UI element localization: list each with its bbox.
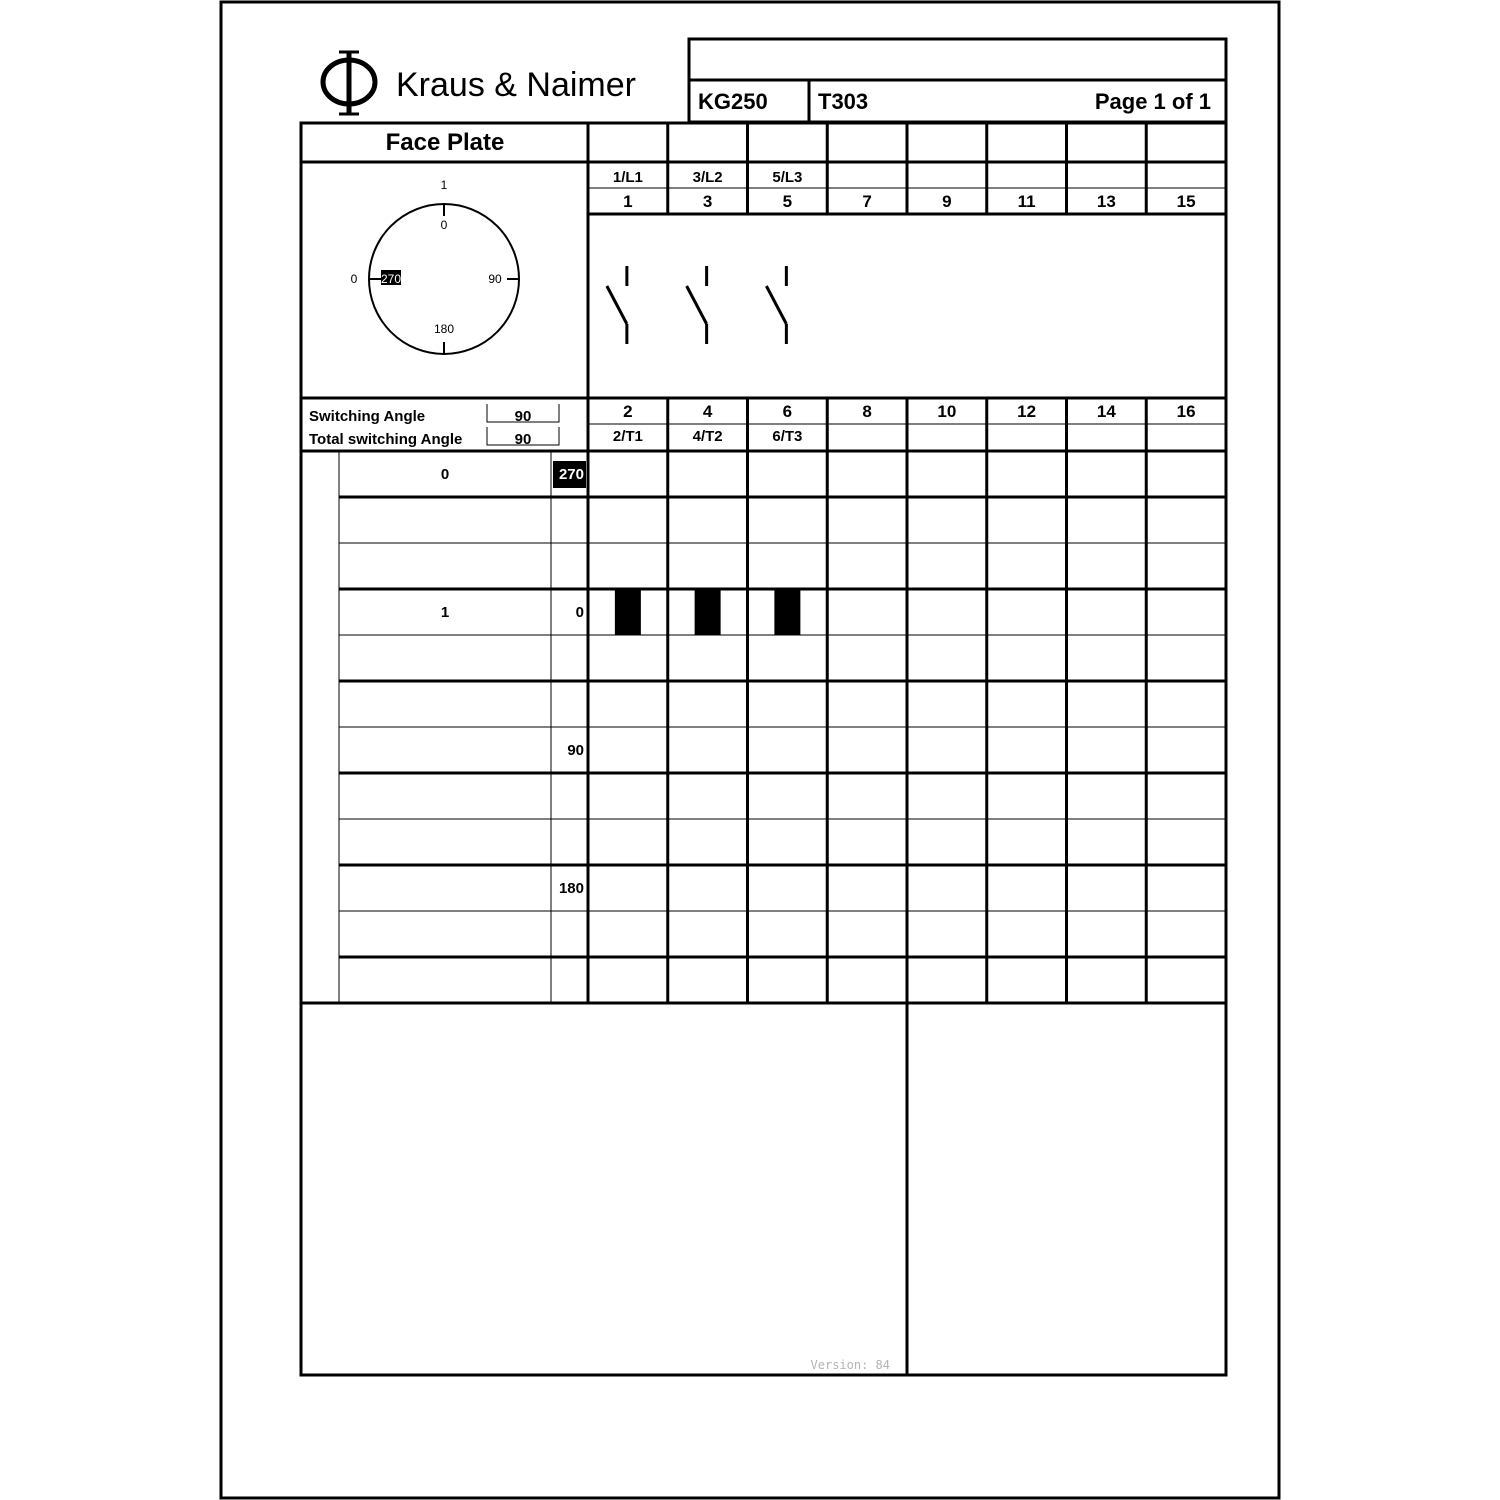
terminal-bottom-label: 6/T3 <box>772 428 803 445</box>
main-frame <box>301 123 1226 1375</box>
dial-label-top-inner: 0 <box>440 218 448 232</box>
position-label: 0 <box>440 466 450 483</box>
terminal-bottom-label: 4/T2 <box>692 428 723 445</box>
terminal-bottom-label: 2/T1 <box>612 428 643 445</box>
terminal-bottom-number: 6 <box>782 402 793 421</box>
terminal-top-number: 7 <box>862 192 872 211</box>
page-indicator: Page 1 of 1 <box>1094 89 1211 114</box>
model-number: KG250 <box>698 89 768 114</box>
program-code: T303 <box>818 89 869 114</box>
terminal-bottom-number: 2 <box>623 402 633 421</box>
terminal-bottom-number: 16 <box>1176 402 1196 421</box>
terminal-bottom-number: 8 <box>862 402 872 421</box>
switching-angle-label: Switching Angle <box>309 408 426 425</box>
position-label: 1 <box>440 604 450 621</box>
terminal-bottom-number: 14 <box>1096 402 1116 421</box>
terminal-top-label: 3/L2 <box>692 169 723 186</box>
terminal-top-number: 9 <box>942 192 952 211</box>
closed-contact-mark <box>774 590 800 635</box>
brand-name: Kraus & Naimer <box>396 66 636 104</box>
terminal-bottom-number: 4 <box>702 402 713 421</box>
dial-label-left-inner: 270 <box>380 272 402 286</box>
angle-label: 90 <box>567 742 584 759</box>
total-switching-angle-label: Total switching Angle <box>309 431 463 448</box>
terminal-top-number: 13 <box>1096 192 1116 211</box>
dial-label-left-outer: 0 <box>350 272 358 286</box>
switching-angle-value: 90 <box>514 408 532 425</box>
terminal-top-label: 1/L1 <box>612 169 643 186</box>
terminal-top-label: 5/L3 <box>772 169 803 186</box>
terminal-bottom-number: 10 <box>937 402 957 421</box>
terminal-bottom-number: 12 <box>1017 402 1037 421</box>
closed-contact-mark <box>695 590 721 635</box>
face-plate-dial <box>351 178 519 354</box>
terminal-top-number: 15 <box>1176 192 1196 211</box>
brand-logo <box>323 52 636 114</box>
closed-contact-mark <box>615 590 641 635</box>
face-plate-title: Face Plate <box>385 129 505 156</box>
terminal-top-number: 5 <box>782 192 793 211</box>
terminal-top-number: 3 <box>702 192 713 211</box>
angle-label: 0 <box>575 604 584 621</box>
terminal-top-number: 11 <box>1017 192 1036 211</box>
contact-symbol-icon <box>687 266 707 344</box>
dial-label-bottom-inner: 180 <box>433 322 455 336</box>
dial-label-right-inner: 90 <box>488 272 502 286</box>
total-switching-angle-value: 90 <box>514 431 532 448</box>
angle-label: 270 <box>558 466 584 483</box>
contact-symbol-icon <box>766 266 786 344</box>
page-border <box>221 2 1279 1498</box>
version-label: Version: 84 <box>810 1358 890 1372</box>
angle-label: 180 <box>558 880 584 897</box>
contact-symbol-icon <box>607 266 627 344</box>
terminal-top-number: 1 <box>623 192 633 211</box>
dial-label-top-outer: 1 <box>440 178 448 192</box>
